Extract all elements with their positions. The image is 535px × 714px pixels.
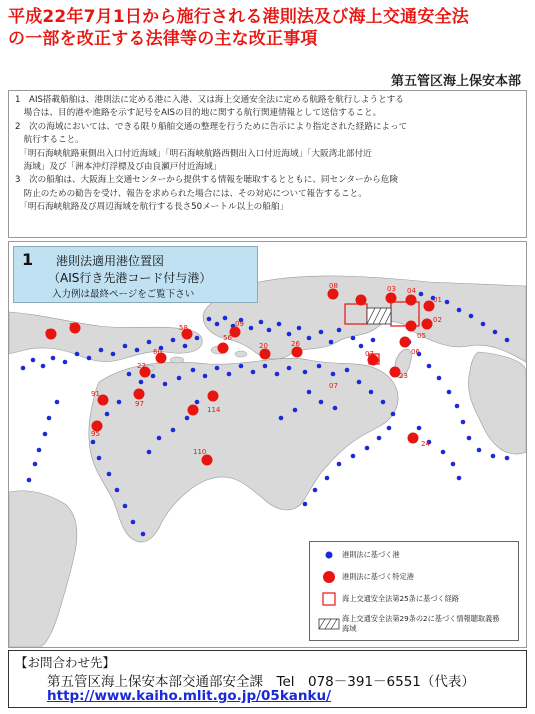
map-subheading: （AIS行き先港コード付与港） xyxy=(48,271,212,285)
port-location-map xyxy=(8,241,527,648)
legend-item xyxy=(316,592,459,606)
port-label: 52 xyxy=(69,322,78,330)
port-label: 23 xyxy=(399,372,408,380)
port-label: 56 xyxy=(223,334,232,342)
port-label: 07 xyxy=(365,350,374,358)
map-heading-box xyxy=(13,246,258,303)
note-line: 3 次の船舶は、大阪海上交通センターから提供する情報を聴取するとともに、同センターから危険 xyxy=(15,175,398,186)
legend-item xyxy=(316,614,502,634)
legend-text: 港則法に基づく港 xyxy=(342,550,400,559)
port-label: 26 xyxy=(291,340,300,348)
port-label: 01 xyxy=(433,296,442,304)
revision-notes-box xyxy=(8,90,527,238)
port-label: 114 xyxy=(207,406,221,414)
port-label: 95 xyxy=(91,430,100,438)
port-label: 02 xyxy=(433,316,442,324)
port-label: 91 xyxy=(91,390,100,398)
note-line: 防止のための勧告を受け、報告を求められた場合には、その対応について報告すること。 xyxy=(15,188,367,199)
port-label: 22 xyxy=(137,362,146,370)
legend-item xyxy=(316,550,400,560)
map-legend xyxy=(309,541,519,641)
note-line: 「明石海峡航路及び周辺海域を航行する長さ50メートル以上の船舶」 xyxy=(15,202,289,213)
contact-organization: 第五管区海上保安本部交通部安全課 Tel 078－391－6551（代表） xyxy=(47,674,475,690)
map-heading: 港則法適用港位置図 xyxy=(56,254,165,268)
port-label: 58 xyxy=(179,324,188,332)
port-label: 24 xyxy=(421,440,430,448)
legend-item xyxy=(316,570,414,584)
info-sea-area xyxy=(367,308,391,324)
title-line-2: の一部を改正する法律等の主な改正事項 xyxy=(8,29,318,49)
map-input-note: 入力例は最終ページをご覧下さい xyxy=(52,289,195,300)
red-square-icon xyxy=(322,592,336,606)
note-line: 1 AIS搭載船舶は、港則法に定める港に入港、又は海上交通安全法に定める航路を航行しようとする xyxy=(15,95,404,105)
red-dot-icon xyxy=(322,570,336,584)
map-section-number: 1 xyxy=(22,250,34,269)
port-label: 04 xyxy=(407,287,416,295)
port-label: 20 xyxy=(259,342,268,350)
blue-dot-icon xyxy=(324,550,334,560)
legend-text: 海上交通安全法第25条に基づく経路 xyxy=(342,594,459,603)
port-label: 09 xyxy=(235,320,244,328)
port-label: 07 xyxy=(329,382,338,390)
port-label: 110 xyxy=(193,448,207,456)
port-label: 03 xyxy=(387,285,396,293)
legend-text: 海上交通安全法第29条の2に基づく情報聴取義務海域 xyxy=(342,614,500,633)
note-line: 2 次の海域においては、できる限り船舶交通の整理を行うために告示により指定された経路によって xyxy=(15,121,408,132)
note-line: 「明石海峡航路東側出入口付近海域」「明石海峡航路西側出入口付近海域」「大阪湾北部付近 xyxy=(15,148,372,159)
port-label: 06 xyxy=(411,348,420,356)
note-line: 航行すること。 xyxy=(15,135,84,146)
hatched-area-icon xyxy=(318,618,340,630)
contact-label: 【お問合わせ先】 xyxy=(15,655,116,670)
issuing-office: 第五管区海上保安本部 xyxy=(390,74,521,89)
port-label: 97 xyxy=(135,400,144,408)
port-label: 49 xyxy=(45,328,54,336)
port-label: 08 xyxy=(329,282,338,290)
title-line-1: 平成22年7月1日から施行される港則法及び海上交通安全法 xyxy=(8,7,469,27)
contact-box xyxy=(8,650,527,708)
legend-text: 港則法に基づく特定港 xyxy=(342,572,414,581)
port-label: 60 xyxy=(153,348,162,356)
port-label: 05 xyxy=(417,332,426,340)
note-line: 場合は、目的港や進路を示す記号をAISの目的地に関する航行関連情報として送信すること。 xyxy=(15,108,382,119)
contact-url-link[interactable]: http://www.kaiho.mlit.go.jp/05kanku/ xyxy=(47,688,332,704)
page-title xyxy=(8,6,528,50)
note-line: 海域」及び「洲本沖灯浮標及び由良瀬戸付近海域」 xyxy=(15,162,222,173)
